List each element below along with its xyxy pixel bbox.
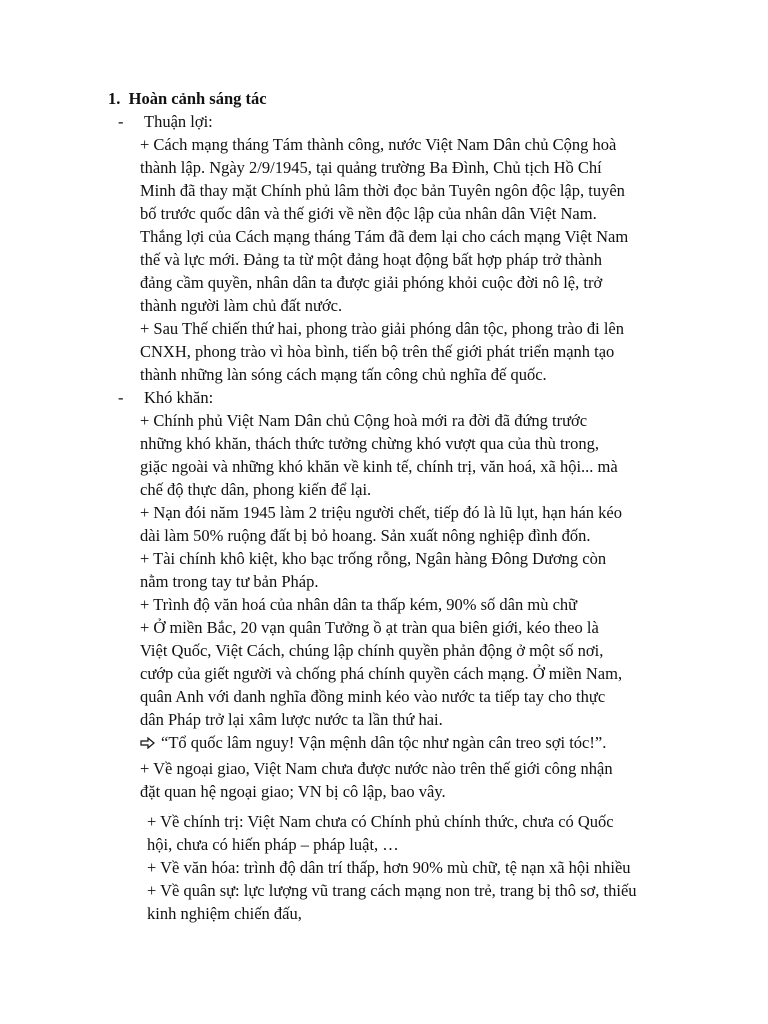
text-line: + Chính phủ Việt Nam Dân chủ Cộng hoà mới ra đời đã đứng trước [140,411,588,430]
difficulties-label: Khó khăn: [144,388,214,407]
text-line: + Tài chính khô kiệt, kho bạc trống rỗng, Ngân hàng Đông Dương còn [140,549,607,568]
text-line: nằm trong tay tư bản Pháp. [140,572,319,591]
text-line: thành người làm chủ đất nước. [140,296,343,315]
favorable-label: Thuận lợi: [144,112,213,131]
text-line: + Ở miền Bắc, 20 vạn quân Tưởng ồ ạt tràn qua biên giới, kéo theo là [140,618,599,637]
text-line: giặc ngoài và những khó khăn về kinh tế, chính trị, văn hoá, xã hội... mà [140,457,618,476]
text-line: Minh đã thay mặt Chính phủ lâm thời đọc bản Tuyên ngôn độc lập, tuyên [140,181,625,200]
text-line: kinh nghiệm chiến đấu, [147,904,302,923]
text-line: quân Anh với danh nghĩa đồng minh kéo vào nước ta tiếp tay cho thực [140,687,606,706]
text-line: + Trình độ văn hoá của nhân dân ta thấp kém, 90% số dân mù chữ [140,595,578,614]
text-line: đặt quan hệ ngoại giao; VN bị cô lập, bao vây. [140,782,446,801]
text-line: đảng cầm quyền, nhân dân ta được giải phóng khỏi cuộc đời nô lệ, trở [140,273,603,292]
text-line: + Nạn đói năm 1945 làm 2 triệu người chết, tiếp đó là lũ lụt, hạn hán kéo [140,503,622,522]
conclusion-quote: “Tổ quốc lâm nguy! Vận mệnh dân tộc như ngàn cân treo sợi tóc!”. [161,733,607,752]
text-line: hội, chưa có hiến pháp – pháp luật, … [147,835,399,854]
text-line: + Cách mạng tháng Tám thành công, nước Việt Nam Dân chủ Cộng hoà [140,135,617,154]
text-line: + Sau Thế chiến thứ hai, phong trào giải phóng dân tộc, phong trào đi lên [140,319,624,338]
text-line: + Về quân sự: lực lượng vũ trang cách mạng non trẻ, trang bị thô sơ, thiếu [147,881,637,900]
text-line: thành lập. Ngày 2/9/1945, tại quảng trường Ba Đình, Chủ tịch Hồ Chí [140,158,602,177]
text-line: Thắng lợi của Cách mạng tháng Tám đã đem lại cho cách mạng Việt Nam [140,227,629,246]
section-number: 1. [108,89,121,108]
text-line: cướp của giết người và chống phá chính quyền cách mạng. Ở miền Nam, [140,664,623,683]
text-line: dài làm 50% ruộng đất bị bỏ hoang. Sản xuất nông nghiệp đình đốn. [140,526,591,545]
text-line: bố trước quốc dân và thế giới về nền độc lập của nhân dân Việt Nam. [140,204,597,223]
text-line: Việt Quốc, Việt Cách, chúng lập chính quyền phản động ở một số nơi, [140,641,604,660]
text-line: thành những làn sóng cách mạng tấn công chủ nghĩa đế quốc. [140,365,547,384]
right-arrow-icon [140,732,155,754]
text-line: + Về văn hóa: trình độ dân trí thấp, hơn 90% mù chữ, tệ nạn xã hội nhiều [147,858,631,877]
text-line: dân Pháp trở lại xâm lược nước ta lần thứ hai. [140,710,443,729]
text-line: + Về chính trị: Việt Nam chưa có Chính phủ chính thức, chưa có Quốc [147,812,614,831]
section-heading [108,88,267,110]
section-title: Hoàn cảnh sáng tác [128,89,267,108]
favorable-bullet: - [118,112,124,131]
difficulties-bullet: - [118,388,124,407]
text-line: CNXH, phong trào vì hòa bình, tiến bộ trên thế giới phát triển mạnh tạo [140,342,615,361]
conclusion-line [140,732,606,754]
text-line: chế độ thực dân, phong kiến để lại. [140,480,372,499]
text-line: những khó khăn, thách thức tưởng chừng khó vượt qua của thù trong, [140,434,600,453]
text-line: + Về ngoại giao, Việt Nam chưa được nước nào trên thế giới công nhận [140,759,613,778]
text-line: thế và lực mới. Đảng ta từ một đảng hoạt động bất hợp pháp trở thành [140,250,602,269]
